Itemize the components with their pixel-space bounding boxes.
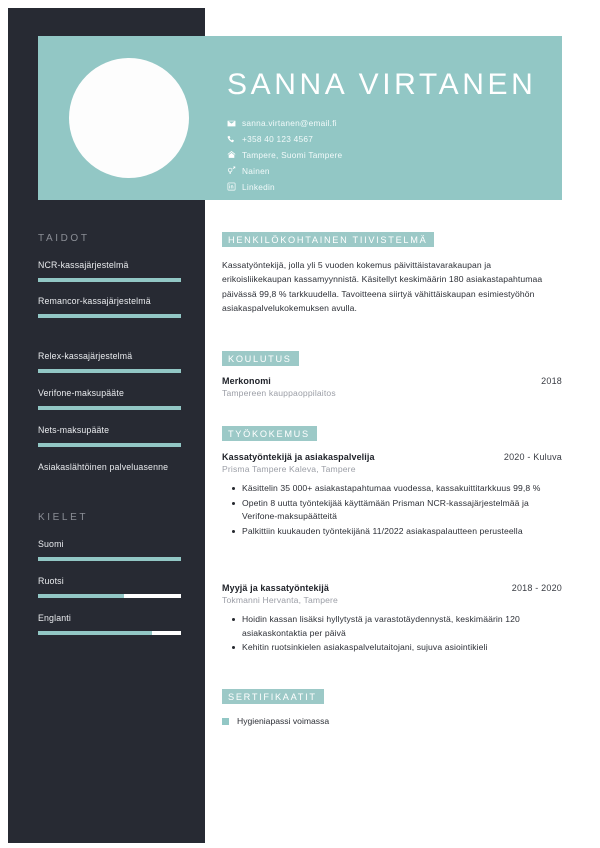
- contact-item-linkedin[interactable]: [227, 180, 548, 194]
- language-item-0: [38, 538, 181, 561]
- skill-label: Nets-maksupääte: [38, 425, 110, 435]
- contact-email-text: sanna.virtanen@email.fi: [242, 118, 337, 129]
- skill-label: Asiakaslähtöinen palveluasenne: [38, 462, 169, 472]
- language-item-1: [38, 575, 181, 598]
- skill-bar-fill: [38, 278, 181, 282]
- job-title: Myyjä ja kassatyöntekijä: [222, 583, 329, 593]
- list-item: Opetin 8 uutta työntekijää käyttämään Prisman NCR-kassajärjestelmää ja Verifone-maksupäätteitä: [242, 497, 562, 524]
- skill-item-2: [38, 350, 181, 373]
- education-title: Merkonomi: [222, 376, 271, 386]
- home-icon: [227, 150, 242, 159]
- entry-header: [222, 583, 562, 593]
- language-bar: [38, 631, 181, 635]
- language-label: Ruotsi: [38, 576, 64, 586]
- language-bar-fill: [38, 557, 181, 561]
- avatar: [69, 58, 189, 178]
- language-bar-fill: [38, 594, 124, 598]
- contact-phone-text: +358 40 123 4567: [242, 134, 314, 145]
- skill-bar-fill: [38, 369, 181, 373]
- skill-bar-fill: [38, 314, 181, 318]
- job-subtitle: Prisma Tampere Kaleva, Tampere: [222, 464, 356, 474]
- contact-item-gender: [227, 164, 548, 178]
- language-bar: [38, 557, 181, 561]
- skill-bar-fill: [38, 443, 181, 447]
- language-label: Suomi: [38, 539, 64, 549]
- certificates-list: [222, 715, 562, 728]
- job-bullets: [222, 482, 562, 538]
- list-item: Kehitin ruotsinkielen asiakaspalvelutaitojani, sujuva asiointikieli: [242, 641, 562, 655]
- sidebar-languages-heading: KIELET: [38, 512, 89, 523]
- contact-linkedin-text: Linkedin: [242, 181, 275, 192]
- contact-list: [227, 116, 548, 194]
- gender-icon: [227, 166, 242, 175]
- list-item: Palkittiin kuukauden työntekijänä 11/2022 asiakaspalautteen perusteella: [242, 525, 562, 539]
- job-subtitle: Tokmanni Hervanta, Tampere: [222, 595, 338, 605]
- skill-bar: [38, 443, 181, 447]
- contact-item-address: [227, 148, 548, 162]
- skill-label: NCR-kassajärjestelmä: [38, 260, 129, 270]
- job-title: Kassatyöntekijä ja asiakaspalvelija: [222, 452, 375, 462]
- name-block: [227, 68, 548, 195]
- section-heading-experience: TYÖKOKEMUS: [222, 426, 317, 441]
- language-item-2: [38, 612, 181, 635]
- contact-gender-text: Nainen: [242, 165, 270, 176]
- section-heading-summary: HENKILÖKOHTAINEN TIIVISTELMÄ: [222, 232, 434, 247]
- contact-item-email[interactable]: [227, 116, 548, 130]
- job-date: 2018 - 2020: [511, 583, 562, 593]
- language-label: Englanti: [38, 613, 71, 623]
- education-subtitle: Tampereen kauppaoppilaitos: [222, 388, 336, 398]
- section-heading-certificates: SERTIFIKAATIT: [222, 689, 324, 704]
- experience-entry-1: [222, 583, 562, 656]
- sidebar-skills-heading: TAIDOT: [38, 233, 90, 244]
- entry-header: [222, 452, 562, 462]
- skill-bar: [38, 278, 181, 282]
- skill-label: Verifone-maksupääte: [38, 388, 124, 398]
- section-heading-education: KOULUTUS: [222, 351, 299, 366]
- skill-item-5: [38, 461, 181, 474]
- phone-icon: [227, 135, 242, 144]
- skill-item-0: [38, 259, 181, 282]
- skill-bar-fill: [38, 406, 181, 410]
- envelope-icon: [227, 119, 242, 128]
- skill-item-4: [38, 424, 181, 447]
- contact-address-text: Tampere, Suomi Tampere: [242, 149, 343, 160]
- skill-item-3: [38, 387, 181, 410]
- education-date: 2018: [541, 376, 562, 386]
- skill-label: Relex-kassajärjestelmä: [38, 351, 133, 361]
- job-date: 2020 - Kuluva: [503, 452, 562, 462]
- summary-text: Kassatyöntekijä, jolla yli 5 vuoden kokemus päivittäistavarakaupan ja erikoisliikekaupan kassamyynnistä. Käsitellyt keskimäärin 180 asiakastapahtumaa päivässä 99,8 % tarkkuudella. Tavoitteena siirtyä vähittäiskaupan esimiestyöhön asiakaspalvelukokemuksen avulla.: [222, 260, 543, 313]
- list-item: Hygieniapassi voimassa: [222, 715, 562, 728]
- contact-item-phone[interactable]: [227, 132, 548, 146]
- skill-item-1: [38, 295, 181, 318]
- resume-header: [38, 36, 562, 200]
- language-bar-fill: [38, 631, 152, 635]
- list-item: Käsittelin 35 000+ asiakastapahtumaa vuodessa, kassakuittitarkkuus 99,8 %: [242, 482, 562, 496]
- skill-bar: [38, 406, 181, 410]
- entry-header: [222, 376, 562, 386]
- language-bar: [38, 594, 181, 598]
- skill-bar: [38, 369, 181, 373]
- skill-bar: [38, 314, 181, 318]
- education-entry: [222, 376, 562, 398]
- experience-entry-0: [222, 452, 562, 539]
- page-title: SANNA VIRTANEN: [227, 68, 537, 101]
- job-bullets: [222, 613, 562, 655]
- skill-label: Remancor-kassajärjestelmä: [38, 296, 151, 306]
- linkedin-icon: [227, 182, 242, 191]
- list-item: Hoidin kassan lisäksi hyllytystä ja varastotäydennystä, keskimäärin 120 asiakaskontaktia per päivä: [242, 613, 562, 640]
